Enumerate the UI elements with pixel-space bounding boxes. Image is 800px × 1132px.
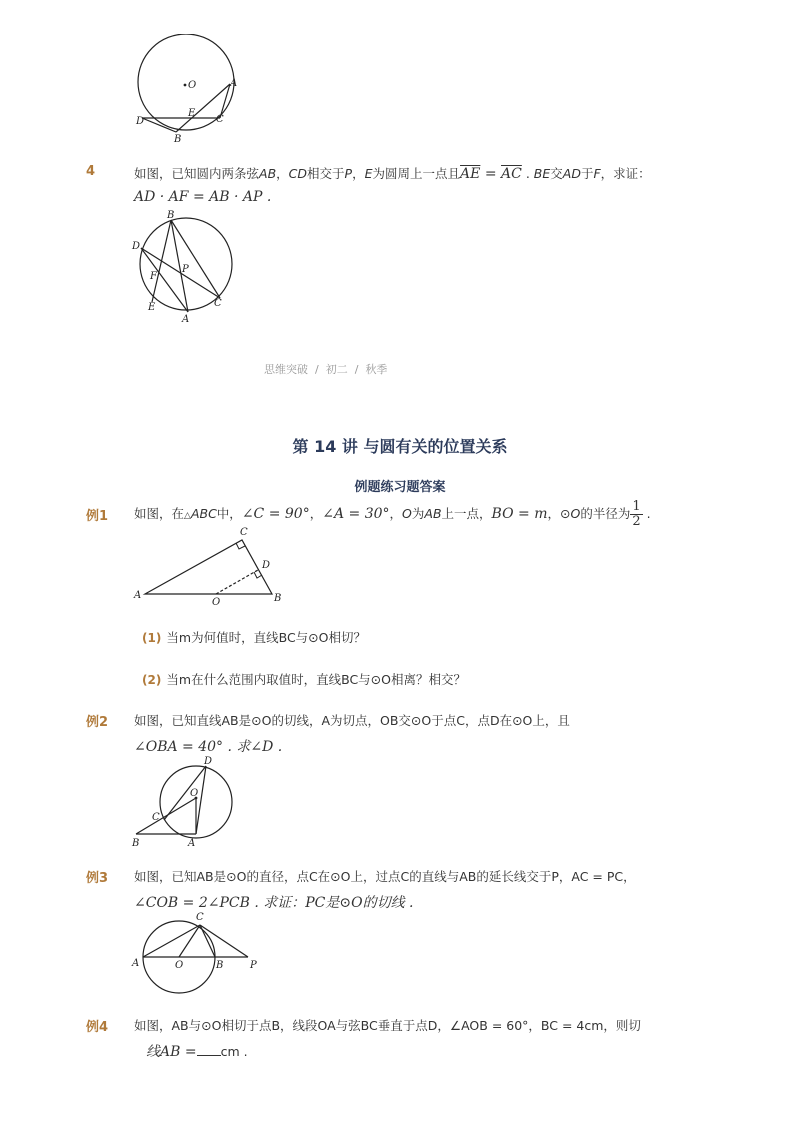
lecture-title: 第 14 讲 与圆有关的位置关系	[292, 437, 508, 456]
label-A: A	[182, 314, 190, 325]
label-B: B	[216, 960, 224, 971]
label-C: C	[152, 812, 160, 823]
problem-4-number: 4	[86, 164, 96, 179]
example-1-text: 如图，在△ABC中，∠C = 90°，∠A = 30°，O为AB上一点，BO = m，⊙O的半径为 $\frac{1}{2}$ .	[134, 499, 651, 529]
label-O: O	[190, 788, 199, 799]
figure-example-1	[130, 524, 290, 608]
label-D: D	[132, 241, 141, 252]
example-4-number: 例4	[86, 1020, 109, 1035]
label-A: A	[188, 838, 196, 849]
example-1-number: 例1	[86, 509, 109, 524]
label-E: E	[188, 108, 196, 119]
label-A: A	[134, 590, 142, 601]
label-D: D	[262, 560, 271, 571]
figure-example-3	[130, 908, 270, 998]
example-3-number: 例3	[86, 871, 109, 886]
label-D: D	[136, 116, 145, 127]
label-A: A	[230, 78, 238, 89]
example-4-line2: 线AB = cm .	[146, 1044, 248, 1060]
lecture-subtitle: 例题练习题答案	[354, 480, 446, 495]
answer-blank[interactable]	[197, 1043, 221, 1056]
label-B: B	[132, 838, 140, 849]
example-1-question-1: (1) 当m为何值时，直线BC与⊙O相切？	[142, 630, 366, 645]
label-A: A	[132, 958, 140, 969]
example-3-line1: 如图，已知AB是⊙O的直径，点C在⊙O上，过点C的直线与AB的延长线交于P，AC = PC，	[134, 869, 636, 884]
figure-top-circle	[128, 34, 248, 146]
problem-4-line2: AD · AF = AB · AP .	[134, 189, 272, 205]
example-2-line2: ∠OBA = 40° . 求∠D .	[134, 739, 283, 755]
label-C: C	[214, 298, 222, 309]
label-D: D	[204, 756, 213, 767]
page-footer: 思维突破 / 初二 / 秋季	[264, 363, 388, 376]
problem-4-line1: 如图，已知圆内两条弦AB，CD相交于P，E为圆周上一点且$\overline{AE} = \overline{AC}$ . BE交AD于F，求证：	[134, 166, 651, 182]
label-P: P	[182, 264, 189, 275]
example-1-question-2: (2) 当m在什么范围内取值时，直线BC与⊙O相离？相交？	[142, 672, 466, 687]
label-F: F	[150, 271, 157, 282]
example-4-line1: 如图，AB与⊙O相切于点B，线段OA与弦BC垂直于点D，∠AOB = 60°，BC = 4cm，则切	[134, 1018, 641, 1033]
label-B: B	[174, 134, 182, 145]
label-O: O	[175, 960, 184, 971]
figure-example-2	[130, 754, 242, 850]
label-B: B	[274, 593, 282, 604]
label-O: O	[188, 80, 197, 91]
label-E: E	[148, 302, 156, 313]
label-C: C	[240, 527, 248, 538]
label-C: C	[196, 912, 204, 923]
example-2-number: 例2	[86, 715, 109, 730]
example-2-line1: 如图，已知直线AB是⊙O的切线，A为切点，OB交⊙O于点C，点D在⊙O上，且	[134, 713, 570, 728]
label-P: P	[250, 960, 257, 971]
label-B: B	[167, 210, 175, 221]
example-3-line2: ∠COB = 2∠PCB . 求证：PC是⊙O的切线 .	[134, 895, 414, 911]
label-O: O	[212, 597, 221, 608]
figure-problem-4	[130, 206, 242, 326]
label-C: C	[216, 114, 224, 125]
